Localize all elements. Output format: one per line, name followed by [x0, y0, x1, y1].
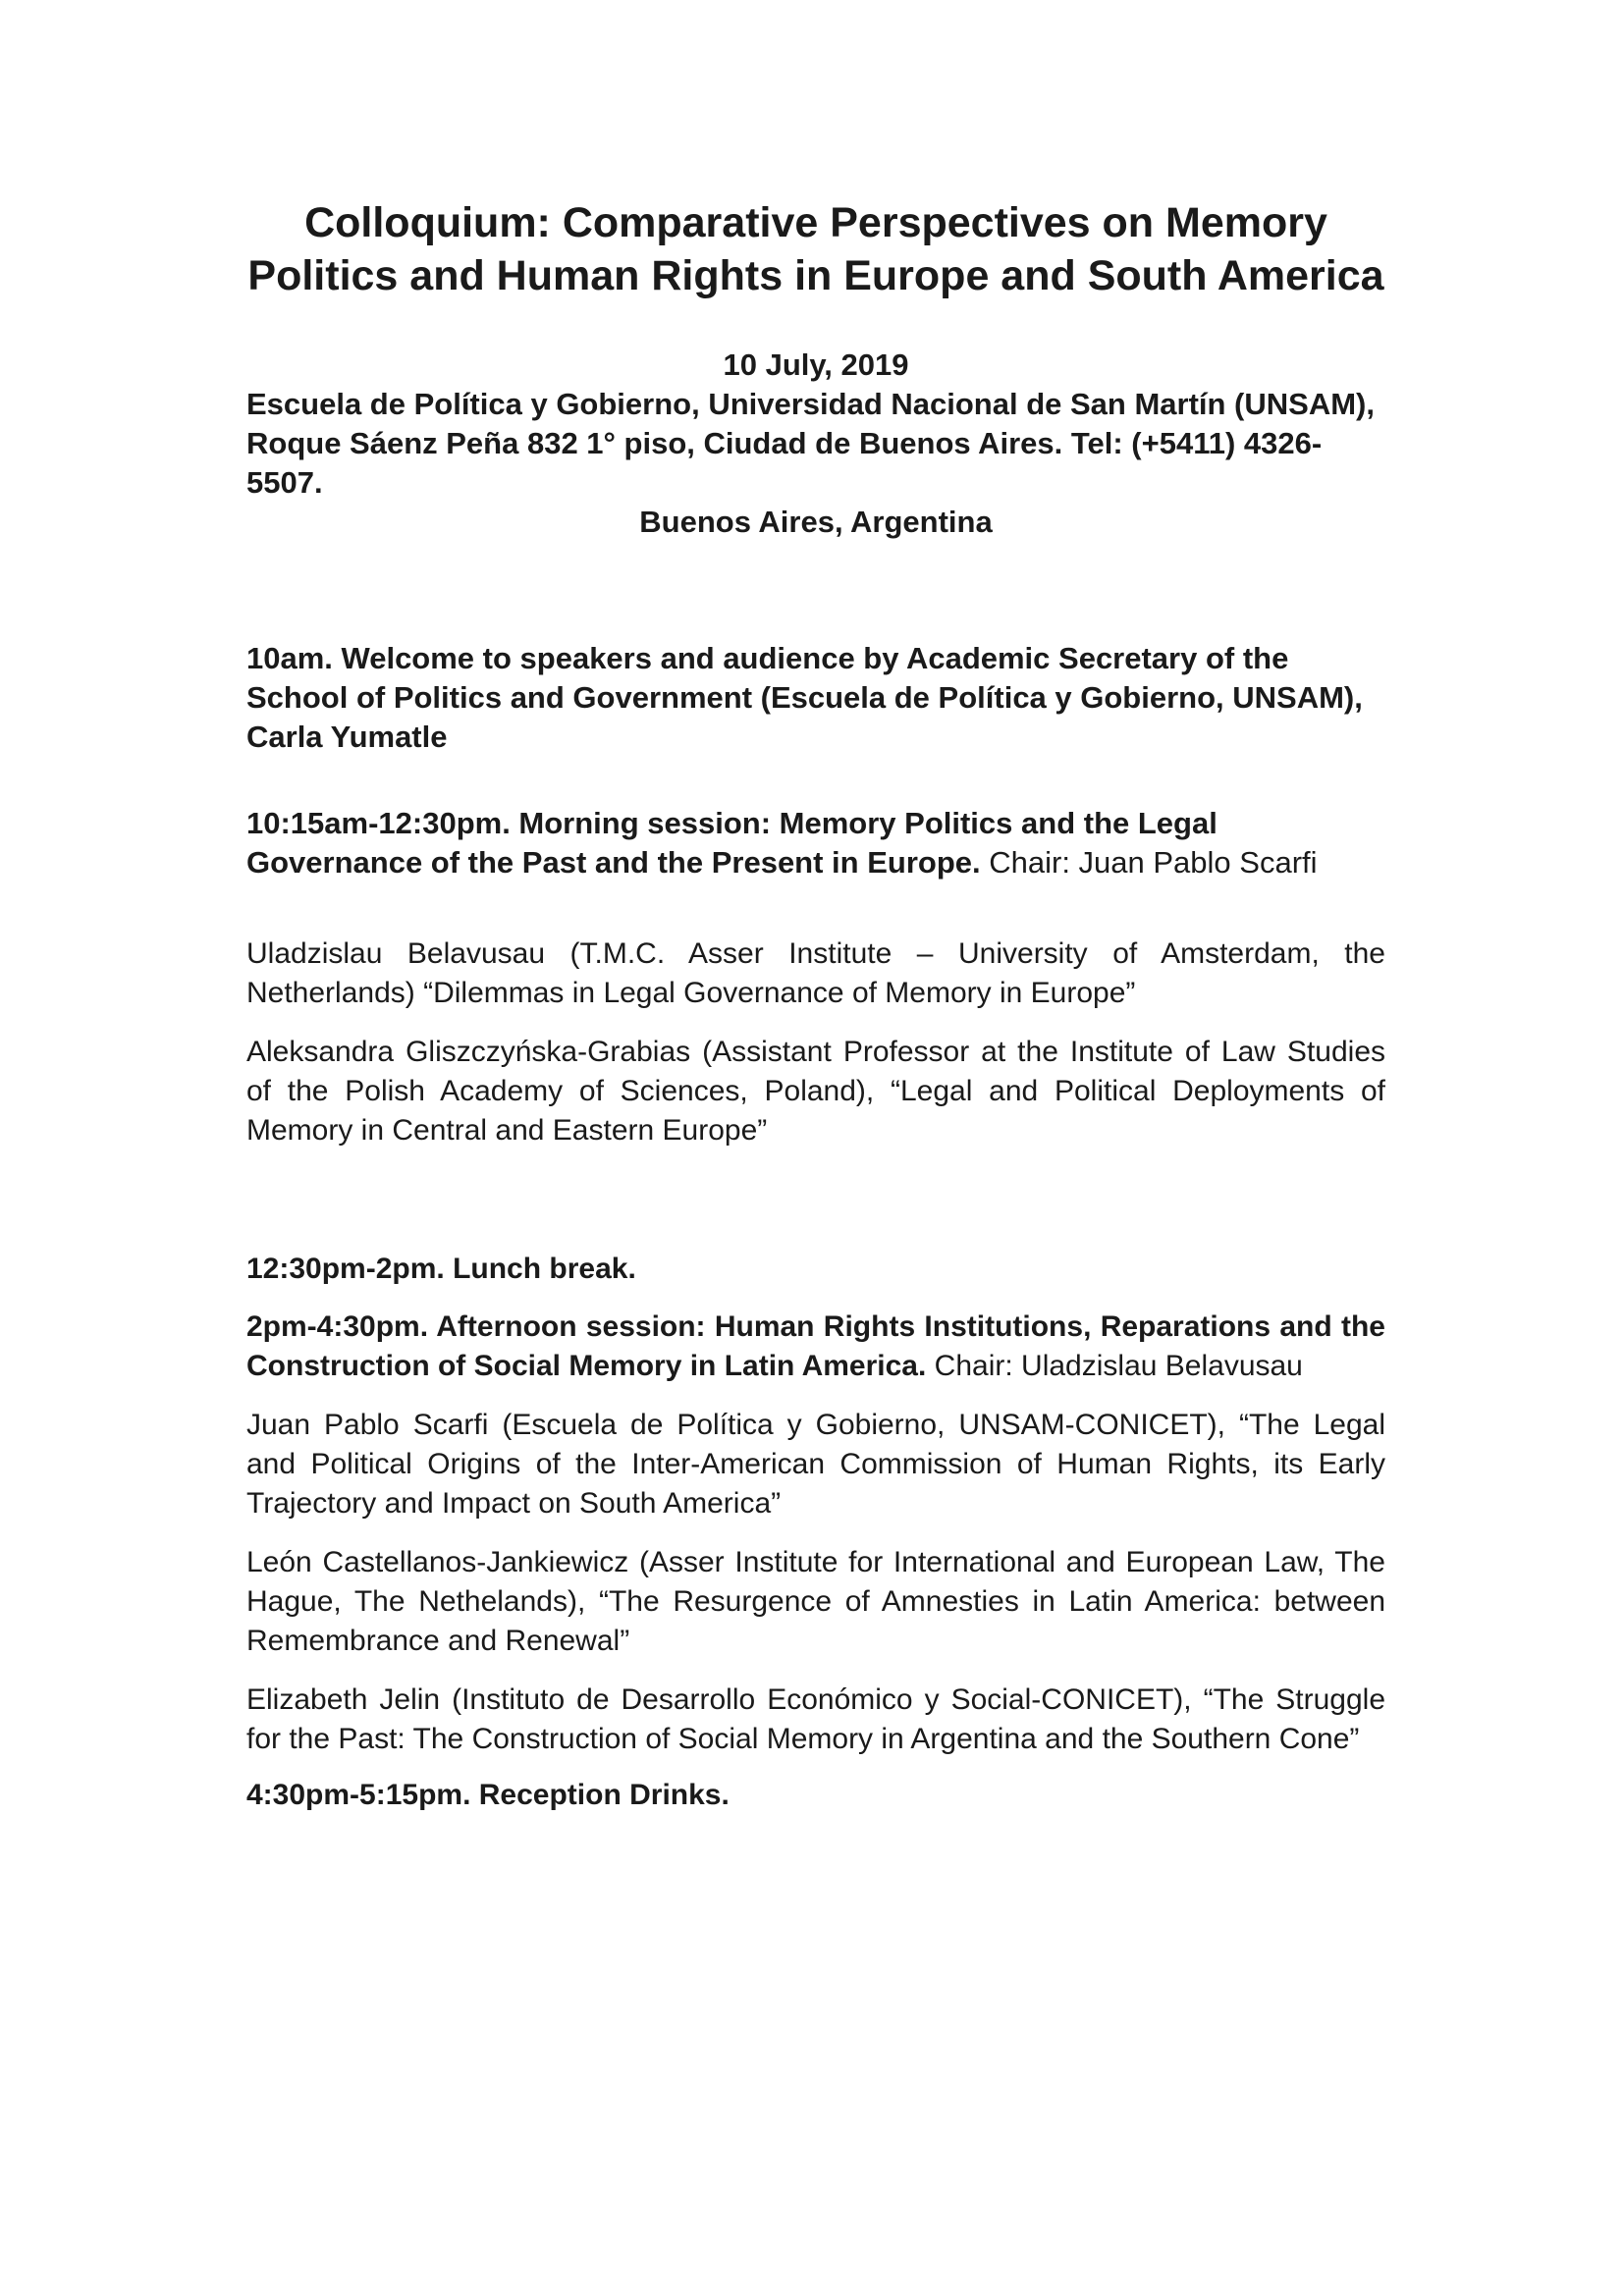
morning-session-heading: [246, 804, 1385, 882]
morning-session-chair: Chair: Juan Pablo Scarfi: [980, 845, 1318, 880]
afternoon-session-heading: [246, 1308, 1385, 1386]
lunch-break: 12:30pm-2pm. Lunch break.: [246, 1253, 636, 1285]
venue-institution: Escuela de Política y Gobierno, Universidad Nacional de San Martín (UNSAM),: [246, 387, 1375, 421]
afternoon-session-chair: Chair: Uladzislau Belavusau: [926, 1350, 1303, 1382]
afternoon-talk-2: León Castellanos-Jankiewicz (Asser Institute for International and European Law, The Hague, The Nethelands), “The Resurgence of Amnesties in Latin America: between Remembrance and Renewal”: [246, 1546, 1385, 1657]
venue-city: Buenos Aires, Argentina: [639, 505, 993, 539]
afternoon-session-title: 2pm-4:30pm. Afternoon session: Human Rights Institutions, Reparations and the Construction of Social Memory in Latin America.: [246, 1310, 1385, 1382]
page-title: [246, 196, 1385, 302]
title-line-2: Politics and Human Rights in Europe and South America: [247, 252, 1384, 299]
afternoon-talk-1: Juan Pablo Scarfi (Escuela de Política y Gobierno, UNSAM-CONICET), “The Legal and Political Origins of the Inter-American Commission of Human Rights, its Early Trajectory and Impact on South America”: [246, 1409, 1385, 1520]
document-page: [246, 196, 1385, 1812]
afternoon-talk-3: Elizabeth Jelin (Instituto de Desarrollo Económico y Social-CONICET), “The Struggle for the Past: The Construction of Social Memory in Argentina and the Southern Cone”: [246, 1683, 1385, 1755]
venue-block: [246, 346, 1385, 542]
event-date: 10 July, 2019: [723, 347, 909, 382]
venue-address: Roque Sáenz Peña 832 1° piso, Ciudad de Buenos Aires. Tel: (+5411) 4326-5507.: [246, 426, 1323, 500]
title-line-1: Colloquium: Comparative Perspectives on Memory: [304, 199, 1327, 246]
morning-talk-1: Uladzislau Belavusau (T.M.C. Asser Institute – University of Amsterdam, the Netherlands) “Dilemmas in Legal Governance of Memory in Europe”: [246, 937, 1385, 1009]
reception-drinks: 4:30pm-5:15pm. Reception Drinks.: [246, 1779, 730, 1811]
welcome-item: 10am. Welcome to speakers and audience by Academic Secretary of the School of Politics and Government (Escuela de Política y Gobierno, UNSAM), Carla Yumatle: [246, 641, 1363, 754]
morning-talk-2: Aleksandra Gliszczyńska-Grabias (Assistant Professor at the Institute of Law Studies of the Polish Academy of Sciences, Poland), “Legal and Political Deployments of Memory in Central and Eastern Europe”: [246, 1036, 1385, 1147]
morning-session-title: 10:15am-12:30pm. Morning session: Memory Politics and the Legal Governance of the Past and the Present in Europe.: [246, 806, 1217, 880]
